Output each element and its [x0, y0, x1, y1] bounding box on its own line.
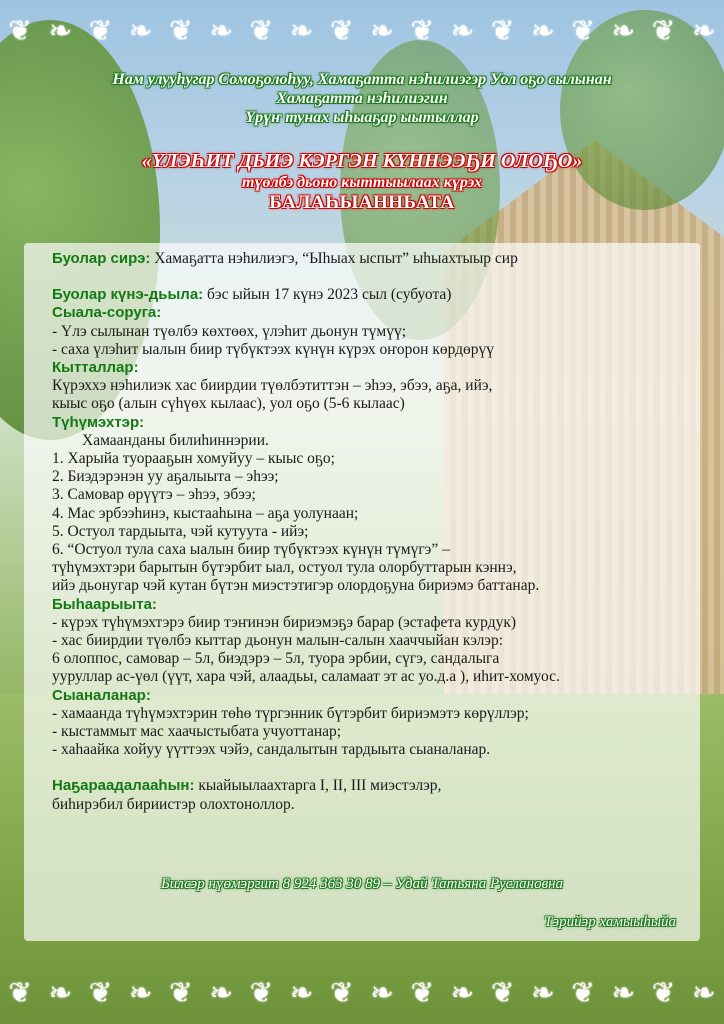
conditions-label: Быһаарыыта: [52, 595, 157, 613]
document-body [52, 250, 702, 814]
time-row [52, 286, 702, 304]
contact-info [0, 876, 724, 893]
condition-line: 6 олоппос, самовар – 5л, биэдэрэ – 5л, туора эрбии, сүгэ, сандалыга [52, 650, 500, 668]
participants-line: Күрэххэ нэһилиэк хас биирдии түөлбэтиттэн – эһээ, эбээ, аҕа, ийэ, [52, 377, 493, 395]
place-label: Буолар сирэ: [52, 250, 151, 267]
condition-line: - күрэх түһүмэхтэрэ биир тэҥинэн бириэмэҕэ барар (эстафета курдук) [52, 613, 517, 631]
tasks-intro: Хамаанданы билиһиннэрии. [82, 431, 269, 449]
time-value: бэс ыйын 17 күнэ 2023 сыл (субуота) [203, 286, 452, 304]
ornament-border-top: ❦ ❧ ❦ ❧ ❦ ❧ ❦ ❧ ❦ ❧ ❦ ❧ ❦ ❧ ❦ ❧ ❦ ❧ [8, 14, 716, 47]
document-type: БАЛАҺЫАННЬАТА [269, 192, 455, 213]
place-row [52, 250, 702, 268]
task-item: 3. Самовар өрүүтэ – эһээ, эбээ; [52, 486, 256, 504]
judging-line: - хаһаайка хойуу үүттээх чэйэ, сандалытын тардыыта сыаналанар. [52, 741, 491, 759]
goal-label: Сыала-соруга: [52, 304, 162, 322]
judging-line: - хамаанда түһүмэхтэрин төһө түргэнник бүтэрбит бириэмэтэ көрүллэр; [52, 704, 529, 722]
participants-line: кыыс оҕо (алын сүһүөх кылаас), уол оҕо (5-6 кылаас) [52, 395, 405, 413]
task-item: 1. Харыйа туорааҕын хомуйуу – кыыс оҕо; [52, 450, 335, 468]
ornament-border-bottom: ❦ ❧ ❦ ❧ ❦ ❧ ❦ ❧ ❦ ❧ ❦ ❧ ❦ ❧ ❦ ❧ ❦ ❧ [8, 976, 716, 1009]
tasks-label: Түһүмэхтэр: [52, 413, 145, 431]
awards-label: Наҕараадалааһын: [52, 777, 195, 795]
goal-line: - саха үлэһит ыалын биир түбүктээх күнүн күрэх оҥорон көрдөрүү [52, 340, 495, 358]
awards-row [52, 777, 702, 795]
header-line-3: Үрүҥ тунах ыһыаҕар ыытыллар [245, 109, 479, 126]
signature [544, 914, 676, 931]
task-item: түһүмэхтэри барытын бүтэрбит ыал, остуол тула олорбуттарын кэннэ, [52, 559, 517, 577]
participants-label: Кытталлар: [52, 359, 139, 377]
awards-line: кыайыылаахтарга I, II, III миэстэлэр, [194, 777, 442, 795]
task-item: 5. Остуол тардыыта, чэй кутуута - ийэ; [52, 522, 309, 540]
condition-line: ууруллар ас-үөл (үүт, хара чэй, алаадьы, саламаат эт ас уо.д.а ), иһит-хомуос. [52, 668, 560, 686]
signature-text: Тэрийэр хамыыһыйа [544, 914, 676, 930]
document-subtitle: түөлбэ дьоно кыттыылаах күрэх [242, 174, 482, 191]
goal-line: - Үлэ сылынан түөлбэ көхтөөх, үлэһит дьонун түмүү; [52, 322, 407, 340]
document-title: «ҮЛЭҺИТ ДЬИЭ КЭРГЭН КҮННЭЭҔИ ОЛОҔО» [141, 150, 583, 172]
judging-label: Сыаналанар: [52, 686, 151, 704]
place-value: Хамаҕатта нэһилиэгэ, “Ыһыах ыспыт” ыһыахтыыр сир [150, 250, 518, 267]
time-label: Буолар күнэ-дьыла: [52, 286, 204, 304]
task-item: 4. Мас эрбээһинэ, кыстааһына – аҕа уолунаан; [52, 504, 359, 522]
judging-line: - кыстаммыт мас хаачыстыбата учуоттанар; [52, 723, 342, 741]
task-item: 2. Биэдэрэнэн уу аҕалыыта – эһээ; [52, 468, 279, 486]
header [0, 70, 724, 214]
awards-line: биһирэбил бириистэр олохтоноллор. [52, 795, 295, 813]
contact-text: Билсэр нүөмэргит 8 924 363 30 89 – Удай Татьяна Руслановна [160, 876, 564, 892]
task-item: ийэ дьонугар чэй кутан бүтэн миэстэтигэр олордоҕуна бириэмэ баттанар. [52, 577, 540, 595]
condition-line: - хас биирдии түөлбэ кыттар дьонун малын-салын хааччыйан кэлэр: [52, 632, 504, 650]
header-line-1: Нам улууһугар Сомоҕолоһуу, Хамаҕатта нэһилиэгэр Уол оҕо сылынан [112, 71, 612, 88]
task-item: 6. “Остуол тула саха ыалын биир түбүктээх күнүн түмүгэ” – [52, 541, 450, 559]
header-line-2: Хамаҕатта нэһилиэгин [276, 90, 448, 107]
